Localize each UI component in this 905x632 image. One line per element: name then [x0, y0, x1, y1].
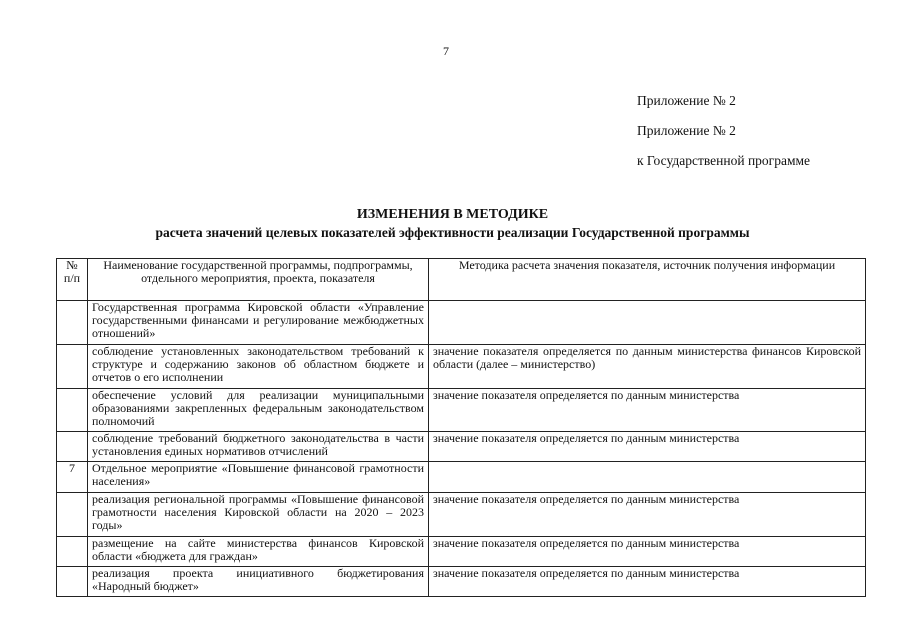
table-row — [57, 462, 866, 493]
document-title: ИЗМЕНЕНИЯ В МЕТОДИКЕ — [356, 207, 549, 222]
appendix-line-1: Приложение № 2 — [637, 93, 736, 108]
appendix-line-3: к Государственной программе — [637, 153, 811, 168]
table-row — [57, 432, 866, 462]
row-name: соблюдение требований бюджетного законодательства в части установления единых нормативов отчислений — [88, 432, 429, 462]
row-num — [57, 432, 88, 462]
row-num — [57, 567, 88, 597]
table-row — [57, 537, 866, 567]
header-num: № п/п — [57, 259, 88, 301]
document-subtitle: расчета значений целевых показателей эффективности реализации Государственной программы — [155, 225, 750, 240]
table-row — [57, 301, 866, 345]
row-name: реализация проекта инициативного бюджетирования «Народный бюджет» — [88, 567, 429, 597]
row-method: значение показателя определяется по данным министерства — [429, 432, 866, 462]
page-number: 7 — [443, 44, 449, 58]
header-method: Методика расчета значения показателя, источник получения информации — [429, 259, 866, 301]
table-row — [57, 567, 866, 597]
appendix-line-2: Приложение № 2 — [637, 123, 736, 138]
row-method — [429, 462, 866, 493]
row-method: значение показателя определяется по данным министерства финансов Кировской области (далее – министерство) — [429, 345, 866, 389]
row-name: реализация региональной программы «Повышение финансовой грамотности населения Кировской области на 2020 – 2023 годы» — [88, 493, 429, 537]
row-name: обеспечение условий для реализации муниципальными образованиями закрепленных федеральным законодательством полномочий — [88, 389, 429, 432]
row-method: значение показателя определяется по данным министерства — [429, 389, 866, 432]
row-name: Государственная программа Кировской области «Управление государственными финансами и регулирование межбюджетных отношений» — [88, 301, 429, 345]
methodology-table — [56, 258, 866, 597]
table-row — [57, 345, 866, 389]
row-num: 7 — [57, 462, 88, 493]
row-method: значение показателя определяется по данным министерства — [429, 567, 866, 597]
row-method: значение показателя определяется по данным министерства — [429, 493, 866, 537]
row-method: значение показателя определяется по данным министерства — [429, 537, 866, 567]
row-num — [57, 493, 88, 537]
row-num — [57, 537, 88, 567]
table-row — [57, 493, 866, 537]
table-header-row — [57, 259, 866, 301]
row-num — [57, 345, 88, 389]
table-row — [57, 389, 866, 432]
row-method — [429, 301, 866, 345]
row-name: размещение на сайте министерства финансов Кировской области «бюджета для граждан» — [88, 537, 429, 567]
row-num — [57, 389, 88, 432]
row-name: Отдельное мероприятие «Повышение финансовой грамотности населения» — [88, 462, 429, 493]
row-num — [57, 301, 88, 345]
header-name: Наименование государственной программы, подпрограммы, отдельного мероприятия, проекта, показателя — [88, 259, 429, 301]
row-name: соблюдение установленных законодательством требований к структуре и содержанию законов об областном бюджете и отчетов о его исполнении — [88, 345, 429, 389]
